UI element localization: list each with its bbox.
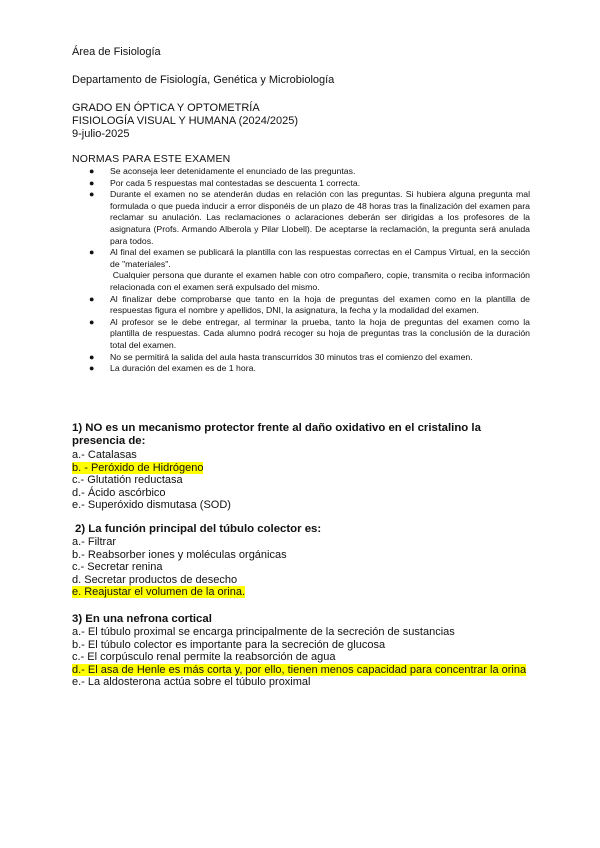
rule-item: Cualquier persona que durante el examen hable con otro compañero, copie, transmita o reciba información relacionada con el examen será expulsado del mismo.	[110, 270, 530, 292]
rule-item: ● Al profesor se le debe entregar, al terminar la prueba, tanto la hoja de preguntas del examen como la plantilla de respuestas. Cada alumno podrá recoger su hoja de preguntas tras la conclusión de la duración total del examen.	[89, 316, 530, 350]
option: a.- Filtrar	[72, 536, 116, 548]
rule-item: ● Al final del examen se publicará la plantilla con las respuestas correctas en el Campus Virtual, en la sección de "materiales".	[89, 247, 530, 269]
option: e.- Superóxido dismutasa (SOD)	[72, 499, 231, 512]
option-highlighted: e. Reajustar el volumen de la orina.	[72, 586, 246, 599]
rule-item: ● No se permitirá la salida del aula hasta transcurridos 30 minutos tras el comienzo del examen.	[89, 351, 473, 362]
option: b.- El túbulo colector es importante para la secreción de glucosa	[72, 638, 386, 651]
question-title: 2) La función principal del túbulo colector es:	[75, 523, 322, 535]
option: b.- Reabsorber iones y moléculas orgánicas	[72, 548, 287, 561]
bullet-icon: ●	[89, 316, 95, 327]
question-title: 3) En una nefrona cortical	[72, 613, 212, 625]
option: d.- Ácido ascórbico	[72, 486, 166, 499]
option: c.- Secretar renina	[72, 561, 163, 574]
option-highlighted: d.- El asa de Henle es más corta y, por ello, tienen menos capacidad para concentrar la orina	[72, 663, 527, 676]
degree-name: GRADO EN ÓPTICA Y OPTOMETRÍA	[72, 102, 260, 114]
rules-title: NORMAS PARA ESTE EXAMEN	[72, 153, 231, 165]
bullet-icon: ●	[89, 293, 95, 304]
question-2	[72, 523, 532, 599]
question-title: 1) NO es un mecanismo protector frente al daño oxidativo en el cristalino la presencia de:	[72, 422, 481, 447]
exam-date: 9-julio-2025	[72, 128, 130, 140]
option: c.- Glutatión reductasa	[72, 474, 183, 487]
rule-item: ● La duración del examen es de 1 hora.	[89, 363, 256, 374]
question-1	[72, 422, 532, 512]
rule-item: ● Al finalizar debe comprobarse que tanto en la hoja de preguntas del examen como en la plantilla de respuestas figura el nombre y apellidos, DNI, la asignatura, la fecha y la modalidad del examen.	[89, 293, 530, 316]
bullet-icon: ●	[89, 247, 95, 258]
question-3	[72, 613, 532, 689]
bullet-icon: ●	[89, 166, 95, 176]
option: a.- El túbulo proximal se encarga principalmente de la secreción de sustancias	[72, 626, 455, 638]
department-name: Departamento de Fisiología, Genética y Microbiología	[72, 74, 335, 86]
rule-item: ● Por cada 5 respuestas mal contestadas se descuenta 1 correcta.	[89, 177, 361, 188]
bullet-icon: ●	[89, 351, 95, 362]
rule-item: ● Durante el examen no se atenderán dudas en relación con las preguntas. Si hubiera alguna pregunta mal formulada o que pueda inducir a error disponéis de un plazo de 48 horas tras la finalización del examen para reclamar su anulación. Las reclamaciones o aclaraciones deberán ser dirigidas a los profesores de la asignatura (Profs. Armando Alberola y Pilar Llobell). De aceptarse la reclamación, la pregunta será anulada para todos.	[89, 189, 530, 246]
option: e.- La aldosterona actúa sobre el túbulo proximal	[72, 676, 311, 689]
option: a.- Catalasas	[72, 449, 137, 461]
course-name: FISIOLOGÍA VISUAL Y HUMANA (2024/2025)	[72, 115, 299, 127]
option: d. Secretar productos de desecho	[72, 573, 238, 586]
option: c.- El corpúsculo renal permite la reabsorción de agua	[72, 651, 336, 664]
rule-item: ● Se aconseja leer detenidamente el enunciado de las preguntas.	[89, 166, 356, 176]
area-name: Área de Fisiología	[72, 46, 161, 58]
bullet-icon: ●	[89, 189, 95, 200]
bullet-icon: ●	[89, 363, 95, 374]
option-highlighted: b. - Peróxido de Hidrógeno	[72, 461, 204, 474]
rules-list	[72, 166, 530, 375]
bullet-icon: ●	[89, 177, 95, 188]
